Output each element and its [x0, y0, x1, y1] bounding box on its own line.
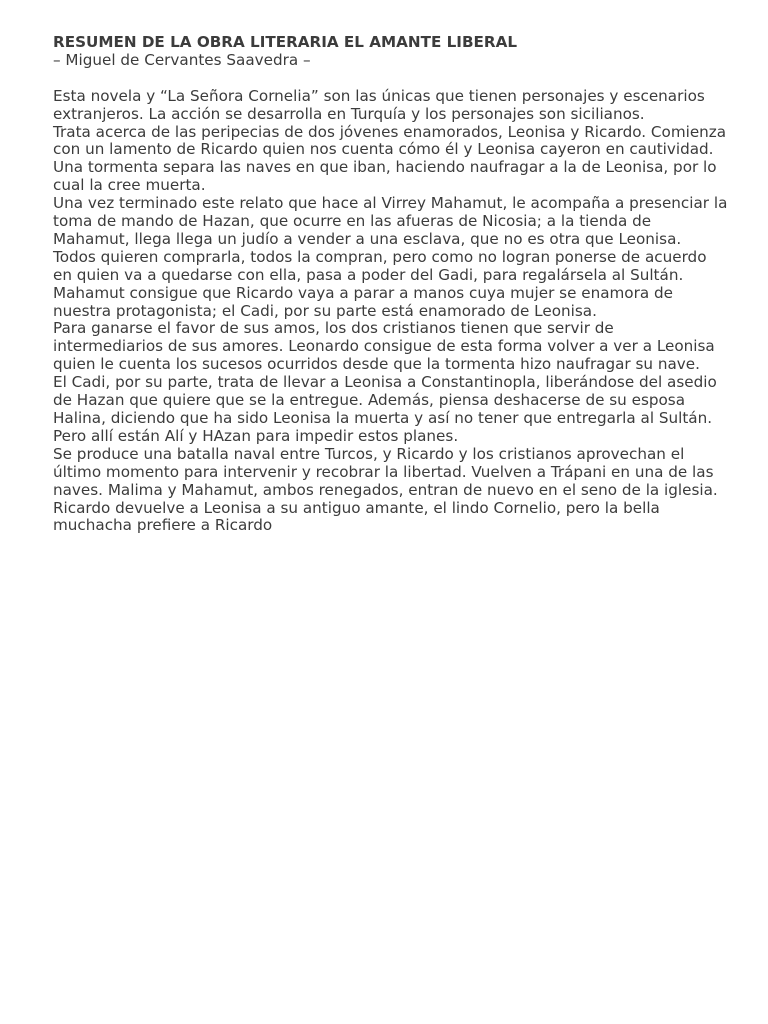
paragraph-8: Ricardo devuelve a Leonisa a su antiguo amante, el lindo Cornelio, pero la bella muchacha prefiere a Ricardo: [53, 498, 660, 535]
paragraph-5: Para ganarse el favor de sus amos, los dos cristianos tienen que servir de intermediarios de sus amores. Leonardo consigue de esta forma volver a ver a Leonisa quien le cuenta los sucesos ocurridos desde que la tormenta hizo naufragar su nave.: [53, 319, 715, 374]
paragraph-3: Una vez terminado este relato que hace al Virrey Mahamut, le acompaña a presenciar la toma de mando de Hazan, que ocurre en las afueras de Nicosia; a la tienda de Mahamut, llega llega un judío a vender a una esclava, que no es otra que Leonisa.: [53, 194, 728, 248]
paragraph-7: Se produce una batalla naval entre Turcos, y Ricardo y los cristianos aprovechan el último momento para intervenir y recobrar la libertad. Vuelven a Trápani en una de las naves. Malima y Mahamut, ambos renegados, entran de nuevo en el seno de la iglesia.: [53, 444, 718, 499]
document-title: RESUMEN DE LA OBRA LITERARIA EL AMANTE LIBERAL: [53, 33, 518, 51]
paragraph-2: Trata acerca de las peripecias de dos jóvenes enamorados, Leonisa y Ricardo. Comienza con un lamento de Ricardo quien nos cuenta cómo él y Leonisa cayeron en cautividad. Una tormenta separa las naves en que iban, haciendo naufragar a la de Leonisa, por lo cual la cree muerta.: [53, 122, 727, 195]
document-subtitle: – Miguel de Cervantes Saavedra –: [53, 50, 311, 69]
blank-line: [53, 70, 728, 88]
paragraph-4: Todos quieren comprarla, todos la compran, pero como no logran ponerse de acuerdo en quien va a quedarse con ella, pasa a poder del Gadi, para regalársela al Sultán. Mahamut consigue que Ricardo vaya a parar a manos cuya mujer se enamora de nuestra protagonista; el Cadi, por su parte está enamorado de Leonisa.: [53, 247, 707, 320]
paragraph-1: Esta novela y “La Señora Cornelia” son las únicas que tienen personajes y escenarios extranjeros. La acción se desarrolla en Turquía y los personajes son sicilianos.: [53, 86, 705, 123]
paragraph-6: El Cadi, por su parte, trata de llevar a Leonisa a Constantinopla, liberándose del asedio de Hazan que quiere que se la entregue. Además, piensa deshacerse de su esposa Halina, diciendo que ha sido Leonisa la muerta y así no tener que entregarla al Sultán. Pero allí están Alí y HAzan para impedir estos planes.: [53, 373, 717, 445]
